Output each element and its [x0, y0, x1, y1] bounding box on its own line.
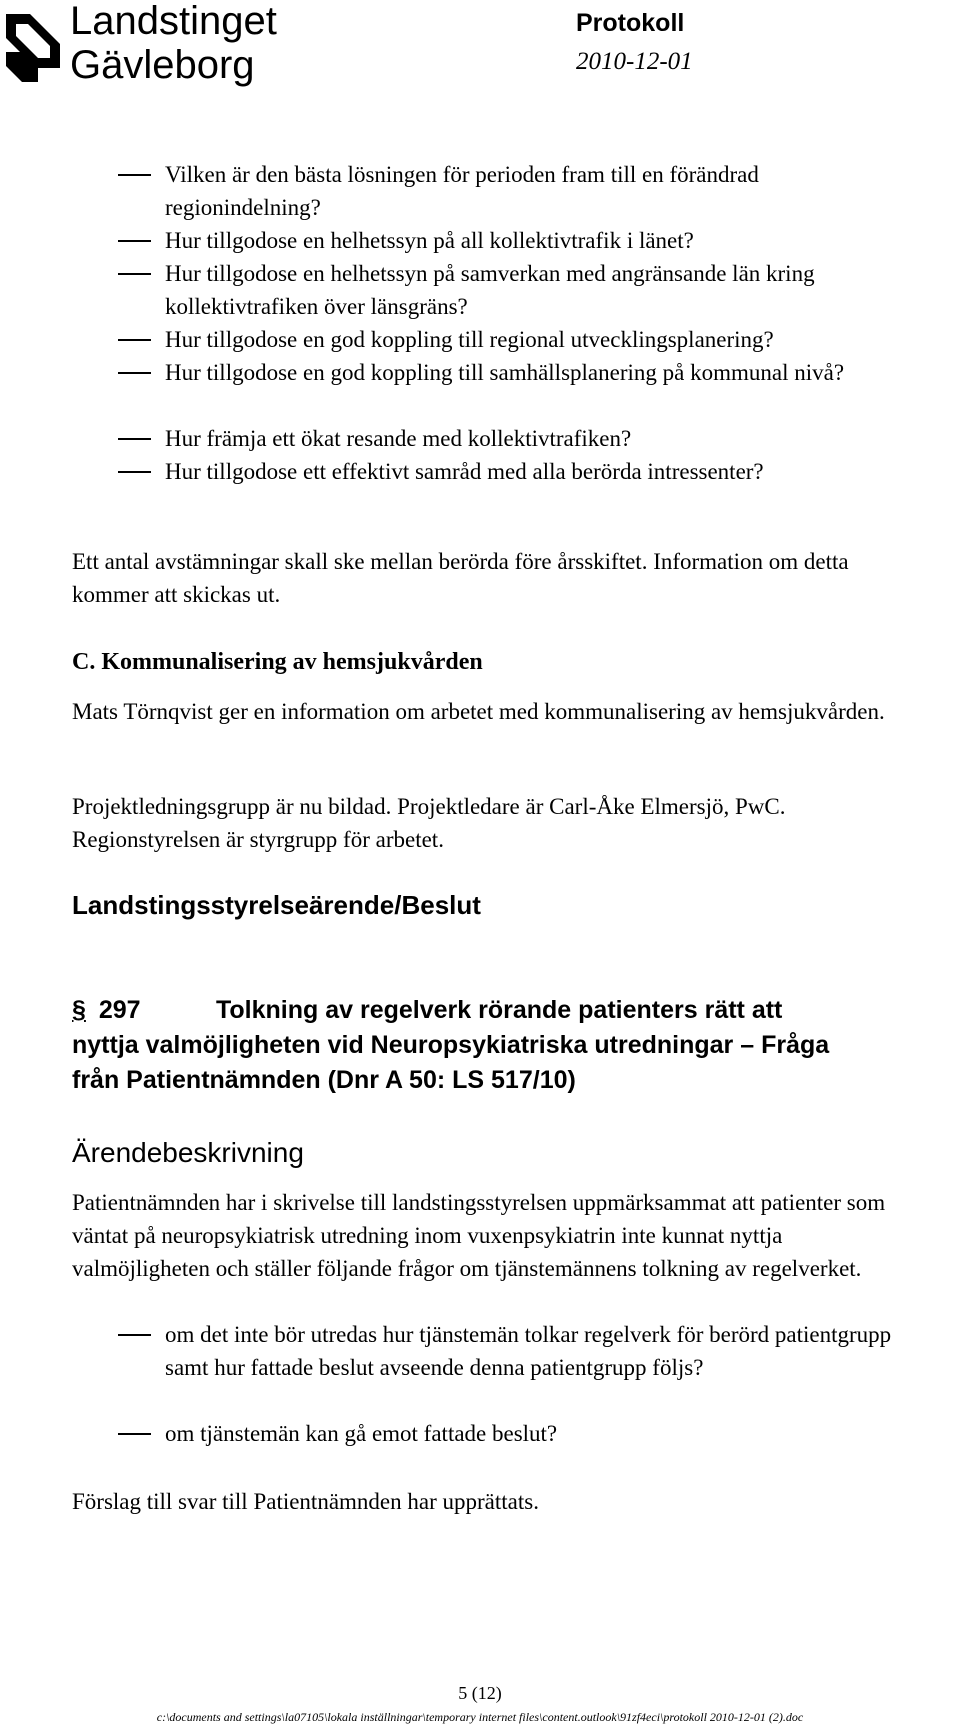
logo-text-line1: Landstinget — [70, 0, 277, 43]
section-c-paragraph-1: Mats Törnqvist ger en information om arbetet med kommunalisering av hemsjukvården. — [72, 699, 885, 724]
list-item-text: Vilken är den bästa lösningen för perioden fram till en förändrad regionindelning? — [165, 162, 759, 220]
list-item — [118, 1417, 893, 1450]
section-297-title-line1 — [72, 993, 783, 1028]
section-c-paragraph-2: Projektledningsgrupp är nu bildad. Projektledare är Carl-Åke Elmersjö, PwC. Regionstyrelsen är styrgrupp för arbetet. — [72, 794, 786, 852]
list-item — [118, 1318, 893, 1384]
page-number: 5 (12) — [458, 1683, 502, 1703]
section-title-text: Tolkning av regelverk rörande patienters rätt att — [216, 996, 783, 1024]
arende-paragraph: Patientnämnden har i skrivelse till landstingsstyrelsen uppmärksammat att patienter som väntat på neuropsykiatrisk utredning inom vuxenpsykiatrin inte kunnat nyttja valmöjligheten och ställer följande frågor om tjänstemännens tolkning av regelverket. — [72, 1190, 886, 1281]
dash-bullet-icon — [118, 438, 151, 440]
list-item — [118, 224, 893, 257]
dash-bullet-icon — [118, 174, 151, 176]
document-type: Protokoll — [576, 9, 685, 37]
file-path: c:\documents and settings\la07105\lokala inställningar\temporary internet files\content.outlook\91zf4eci\protokoll 2010-12-01 (2).doc — [156, 1710, 804, 1724]
document-date: 2010-12-01 — [576, 48, 693, 75]
list-item-text: Hur främja ett ökat resande med kollektivtrafiken? — [165, 426, 632, 451]
dash-bullet-icon — [118, 273, 151, 275]
landstingsstyrelse-heading: Landstingsstyrelseärende/Beslut — [72, 890, 481, 920]
dash-bullet-icon — [118, 339, 151, 341]
dash-bullet-icon — [118, 1433, 151, 1435]
logo-text-line2: Gävleborg — [70, 43, 255, 87]
dash-bullet-icon — [118, 372, 151, 374]
list-item-text: Hur tillgodose en god koppling till regional utvecklingsplanering? — [165, 327, 774, 352]
list-item — [118, 323, 893, 356]
arende-heading: Ärendebeskrivning — [72, 1137, 304, 1168]
list-item-text: Hur tillgodose en helhetssyn på all kollektivtrafik i länet? — [165, 228, 694, 253]
section-297-title-line2: nyttja valmöjligheten vid Neuropsykiatriska utredningar – Fråga — [72, 1031, 830, 1059]
list-item — [118, 455, 893, 488]
arende-closing: Förslag till svar till Patientnämnden har upprättats. — [72, 1489, 539, 1514]
list-item-text: Hur tillgodose ett effektivt samråd med alla berörda intressenter? — [165, 459, 764, 484]
list-item-text: om det inte bör utredas hur tjänstemän tolkar regelverk för berörd patientgrupp samt hur fattade beslut avseende denna patientgrupp följs? — [165, 1322, 892, 1380]
paragraph-avstamningar: Ett antal avstämningar skall ske mellan berörda före årsskiftet. Information om detta kommer att skickas ut. — [72, 549, 849, 607]
dash-bullet-icon — [118, 240, 151, 242]
list-item — [118, 422, 893, 455]
list-item-text: Hur tillgodose en god koppling till samhällsplanering på kommunal nivå? — [165, 360, 845, 385]
dash-bullet-icon — [118, 471, 151, 473]
list-item — [118, 356, 893, 389]
paragraph-mark: § — [72, 996, 86, 1024]
section-c-heading: C. Kommunalisering av hemsjukvården — [72, 649, 483, 675]
list-item — [118, 257, 893, 323]
section-number: 297 — [98, 996, 141, 1024]
logo — [0, 0, 300, 95]
landstinget-emblem-icon — [2, 6, 68, 86]
section-297-title-line3: från Patientnämnden (Dnr A 50: LS 517/10) — [72, 1066, 576, 1094]
list-item — [118, 158, 893, 224]
list-item-text: om tjänstemän kan gå emot fattade beslut? — [165, 1421, 558, 1446]
list-item-text: Hur tillgodose en helhetssyn på samverkan med angränsande län kring kollektivtrafiken över länsgräns? — [165, 261, 815, 319]
dash-bullet-icon — [118, 1334, 151, 1336]
